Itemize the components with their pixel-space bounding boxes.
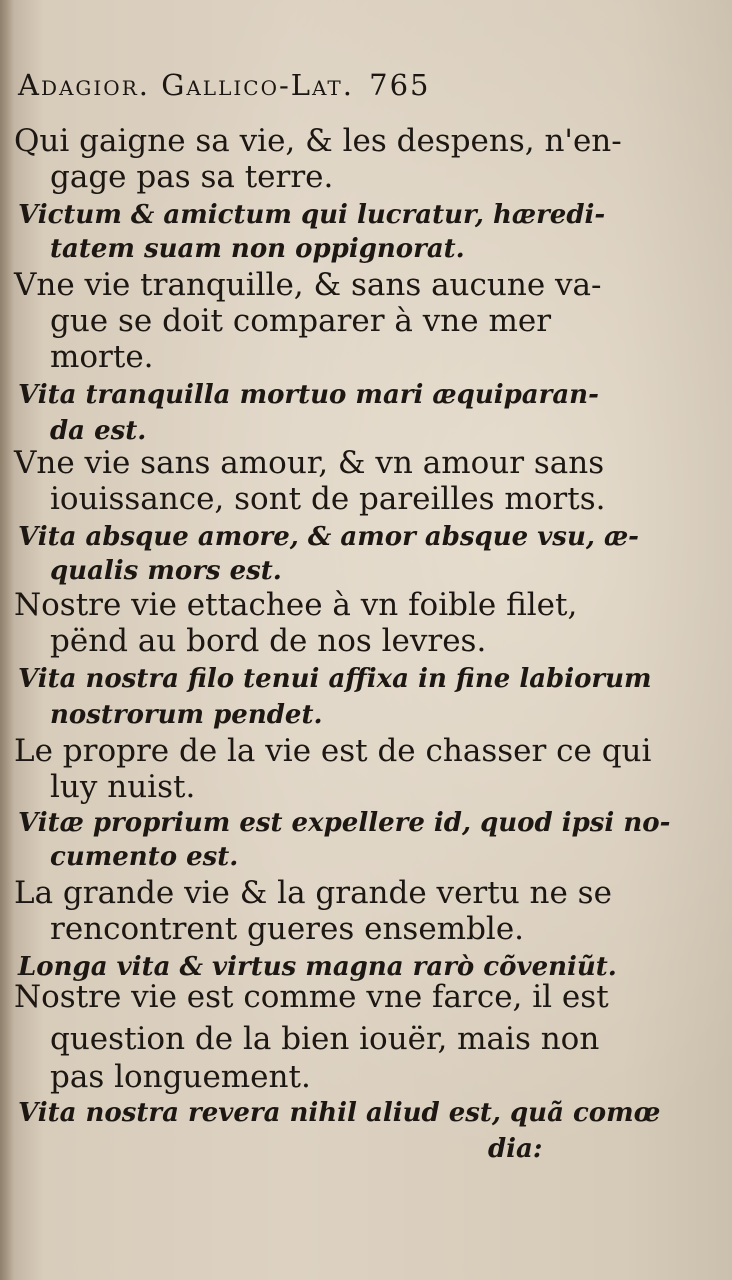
latin-line: da est. <box>50 416 147 446</box>
french-line: Nostre vie est comme vne farce, il est <box>14 979 609 1015</box>
french-line: Vne vie sans amour, & vn amour sans <box>14 445 605 481</box>
french-line: La grande vie & la grande vertu ne se <box>14 875 612 911</box>
french-line: Qui gaigne sa vie, & les despens, n'en- <box>14 123 622 159</box>
french-line: question de la bien iouër, mais non <box>50 1021 600 1057</box>
french-line: morte. <box>50 339 154 375</box>
latin-line: Vita nostra revera nihil aliud est, quã comœ <box>18 1098 661 1128</box>
french-line: iouissance, sont de pareilles morts. <box>50 481 606 517</box>
page-number: 765 <box>369 68 431 102</box>
latin-line: cumento est. <box>50 842 239 872</box>
french-line: Le propre de la vie est de chasser ce qui <box>14 733 652 769</box>
french-line: rencontrent gueres ensemble. <box>50 911 525 947</box>
latin-line: qualis mors est. <box>50 556 282 586</box>
french-line: gue se doit comparer à vne mer <box>50 303 552 339</box>
french-line: gage pas sa terre. <box>50 159 334 195</box>
latin-line: Victum & amictum qui lucratur, hæredi- <box>18 200 606 230</box>
french-line: luy nuist. <box>50 769 196 805</box>
latin-line: Vita absque amore, & amor absque vsu, æ- <box>18 522 639 552</box>
french-line: Vne vie tranquille, & sans aucune va- <box>14 267 602 303</box>
latin-line: tatem suam non oppignorat. <box>50 234 465 264</box>
latin-line: Vitæ proprium est expellere id, quod ipsi no- <box>18 808 671 838</box>
running-header <box>18 68 538 112</box>
french-line: Nostre vie ettachee à vn foible filet, <box>14 587 578 623</box>
french-line: pas longuement. <box>50 1059 311 1095</box>
french-line: pënd au bord de nos levres. <box>50 623 487 659</box>
latin-line: nostrorum pendet. <box>50 700 323 730</box>
page-gutter-shadow <box>0 0 14 1280</box>
latin-line: Vita nostra filo tenui affixa in fine labiorum <box>18 664 652 694</box>
latin-line: dia: <box>488 1134 543 1164</box>
latin-line: Vita tranquilla mortuo mari æquiparan- <box>18 380 599 410</box>
running-title: Adagior. Gallico-Lat. <box>18 68 354 102</box>
latin-line: Longa vita & virtus magna rarò cõveniũt. <box>18 952 617 982</box>
